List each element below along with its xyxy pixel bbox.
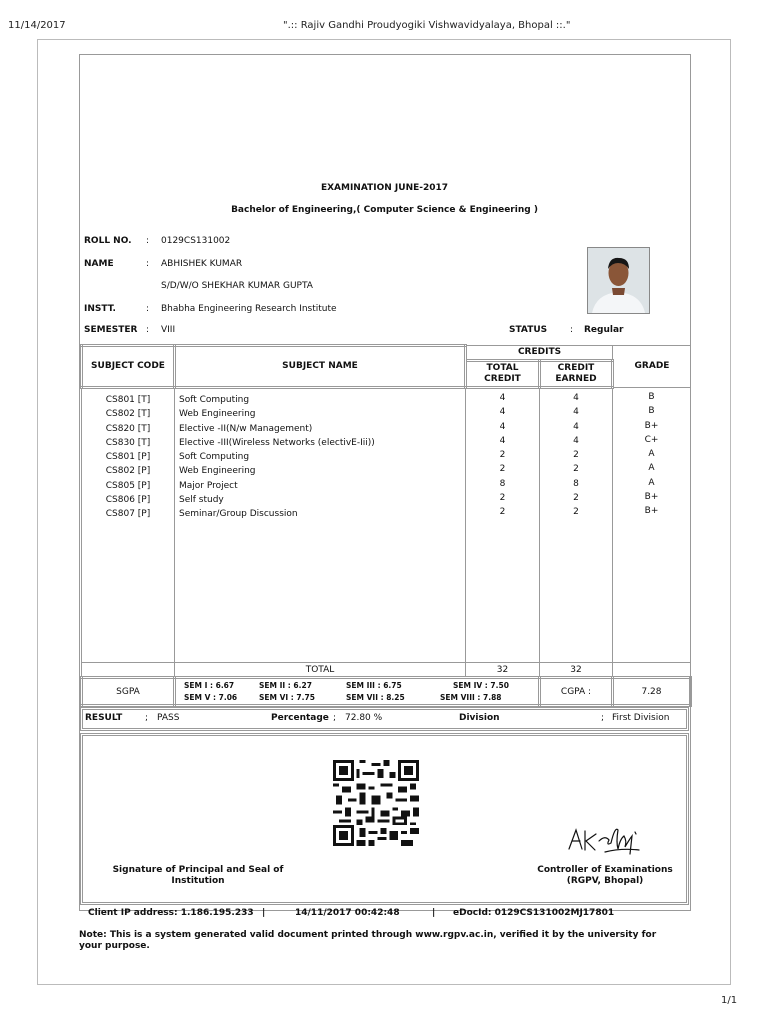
credit-earned-cell: 4 bbox=[573, 393, 579, 403]
status-label: STATUS bbox=[509, 325, 548, 335]
percentage-separator: ; bbox=[333, 713, 337, 723]
grade-cell: A bbox=[648, 449, 655, 460]
subject-name-cell: Soft Computing bbox=[179, 452, 250, 463]
result-value: PASS bbox=[157, 713, 180, 723]
total-credit-value: 32 bbox=[466, 663, 540, 678]
semester-label: SEMESTER bbox=[84, 325, 138, 335]
subject-code-cell: CS801 [T] bbox=[105, 395, 151, 405]
grades-table bbox=[80, 344, 692, 707]
controller-title: Controller of Examinations bbox=[537, 865, 673, 875]
grade-cell: B+ bbox=[644, 506, 659, 517]
grade-header: GRADE bbox=[613, 346, 691, 388]
cgpa-value: 7.28 bbox=[613, 678, 691, 706]
inst-value: Bhabha Engineering Research Institute bbox=[161, 304, 337, 314]
subject-code-cell: CS805 [P] bbox=[105, 480, 151, 491]
parent-value: S/D/W/O SHEKHAR KUMAR GUPTA bbox=[161, 281, 313, 291]
subject-name-cell: Web Engineering bbox=[179, 466, 256, 477]
total-label: TOTAL bbox=[175, 663, 466, 678]
percentage-label: Percentage bbox=[271, 713, 329, 723]
total-credit-cell: 2 bbox=[499, 493, 506, 504]
name-value: ABHISHEK KUMAR bbox=[161, 259, 243, 269]
result-separator: ; bbox=[145, 713, 149, 723]
total-credit-header: TOTAL CREDIT bbox=[466, 361, 540, 388]
subject-code-cell: CS802 [P] bbox=[105, 466, 151, 477]
page-number: 1/1 bbox=[721, 995, 738, 1006]
print-date: 11/14/2017 bbox=[8, 20, 66, 31]
subject-name-cell: Elective -II(N/w Management) bbox=[179, 423, 313, 434]
exam-title: EXAMINATION JUNE-2017 bbox=[320, 183, 449, 193]
sem2-sgpa: SEM II : 6.27 bbox=[259, 680, 312, 690]
subject-name-cell: Self study bbox=[179, 495, 224, 506]
grade-cell: B+ bbox=[644, 492, 659, 503]
edoc-id: eDocId: 0129CS131002MJ17801 bbox=[453, 908, 615, 918]
total-credit-cell: 2 bbox=[499, 450, 506, 461]
total-credit-cell: 2 bbox=[499, 464, 506, 475]
inst-label: INSTT. bbox=[84, 304, 116, 314]
subject-code-cell: CS806 [P] bbox=[105, 495, 151, 506]
name-colon: : bbox=[146, 259, 150, 269]
credit-earned-cell: 2 bbox=[573, 464, 579, 475]
sem3-sgpa: SEM III : 6.75 bbox=[346, 680, 402, 690]
status-colon: : bbox=[570, 325, 574, 335]
subject-name-cell: Web Engineering bbox=[179, 409, 256, 420]
subject-code-cell: CS807 [P] bbox=[105, 509, 151, 520]
subject-name-cell: Elective -III(Wireless Networks (electivE-Iii)) bbox=[179, 437, 375, 448]
division-value: First Division bbox=[612, 713, 670, 723]
subject-name-header: SUBJECT NAME bbox=[175, 346, 466, 388]
sem5-sgpa: SEM V : 7.06 bbox=[184, 692, 238, 702]
credit-earned-cell: 8 bbox=[573, 478, 579, 489]
grade-cell: A bbox=[648, 463, 655, 474]
cgpa-label: CGPA : bbox=[540, 678, 613, 706]
inst-colon: : bbox=[146, 304, 150, 314]
sem1-sgpa: SEM I : 6.67 bbox=[184, 680, 235, 690]
grade-column bbox=[613, 388, 690, 519]
credit-earned-cell: 4 bbox=[573, 435, 579, 446]
principal-signature-label: Signature of Principal and Seal of Institution bbox=[112, 865, 284, 886]
subject-code-cell: CS801 [P] bbox=[105, 452, 151, 463]
credits-header: CREDITS bbox=[466, 346, 613, 361]
subject-code-cell: CS830 [T] bbox=[105, 437, 151, 448]
total-earned-value: 32 bbox=[540, 663, 613, 678]
student-photo bbox=[587, 247, 650, 314]
roll-colon: : bbox=[146, 236, 150, 246]
total-credit-cell: 4 bbox=[499, 407, 506, 418]
total-credit-cell: 4 bbox=[499, 435, 506, 446]
print-datetime: 14/11/2017 00:42:48 bbox=[295, 908, 400, 918]
grade-cell: C+ bbox=[644, 434, 659, 445]
grade-cell: B bbox=[648, 406, 655, 417]
credit-earned-column bbox=[540, 389, 612, 520]
total-credit-cell: 4 bbox=[499, 421, 506, 432]
client-ip: Client IP address: 1.186.195.233 bbox=[88, 908, 254, 918]
credit-earned-cell: 2 bbox=[573, 450, 579, 461]
person-photo-icon bbox=[588, 248, 649, 313]
sem7-sgpa: SEM VII : 8.25 bbox=[346, 692, 405, 702]
controller-subtitle: (RGPV, Bhopal) bbox=[566, 876, 644, 886]
subject-name-cell: Major Project bbox=[179, 480, 238, 491]
footer-pipe-1: | bbox=[262, 908, 266, 918]
subject-code-column bbox=[82, 389, 174, 522]
subject-code-cell: CS820 [T] bbox=[105, 423, 151, 434]
credit-earned-cell: 4 bbox=[573, 421, 579, 432]
subject-name-cell: Soft Computing bbox=[179, 395, 250, 405]
roll-value: 0129CS131002 bbox=[161, 236, 231, 246]
grade-cell: B+ bbox=[644, 420, 659, 431]
subject-name-cell: Seminar/Group Discussion bbox=[179, 509, 298, 520]
percentage-value: 72.80 % bbox=[345, 713, 383, 723]
course-title: Bachelor of Engineering,( Computer Science & Engineering ) bbox=[231, 205, 538, 215]
disclaimer-note: Note: This is a system generated valid document printed through www.rgpv.ac.in, verified it by the university for your purpose. bbox=[79, 930, 657, 951]
subject-code-cell: CS802 [T] bbox=[105, 409, 151, 420]
subject-name-column bbox=[175, 389, 465, 522]
print-title: ".:: Rajiv Gandhi Proudyogiki Vishwavidyalaya, Bhopal ::." bbox=[283, 20, 571, 31]
subject-code-header: SUBJECT CODE bbox=[82, 346, 175, 388]
credit-earned-header: CREDIT EARNED bbox=[540, 361, 613, 388]
sgpa-values bbox=[175, 678, 540, 706]
grade-cell: B bbox=[648, 392, 655, 402]
semester-colon: : bbox=[146, 325, 150, 335]
sem8-sgpa: SEM VIII : 7.88 bbox=[440, 692, 502, 702]
division-label: Division bbox=[459, 713, 500, 723]
total-credit-cell: 4 bbox=[499, 393, 506, 403]
qr-code-icon bbox=[333, 758, 419, 848]
result-label: RESULT bbox=[85, 713, 123, 723]
name-label: NAME bbox=[84, 259, 114, 269]
division-separator: ; bbox=[601, 713, 605, 723]
total-credit-cell: 2 bbox=[499, 507, 506, 518]
credit-earned-cell: 2 bbox=[573, 493, 579, 504]
credit-earned-cell: 2 bbox=[573, 507, 579, 518]
total-credit-cell: 8 bbox=[499, 478, 506, 489]
roll-label: ROLL NO. bbox=[84, 236, 132, 246]
total-credit-column bbox=[466, 389, 539, 520]
sgpa-label: SGPA bbox=[82, 678, 175, 706]
grade-cell: A bbox=[648, 477, 655, 488]
controller-signature-icon bbox=[565, 822, 650, 857]
sem6-sgpa: SEM VI : 7.75 bbox=[259, 692, 315, 702]
sem4-sgpa: SEM IV : 7.50 bbox=[453, 680, 509, 690]
semester-value: VIII bbox=[161, 325, 176, 335]
status-value: Regular bbox=[584, 325, 624, 335]
footer-pipe-2: | bbox=[432, 908, 436, 918]
credit-earned-cell: 4 bbox=[573, 407, 579, 418]
